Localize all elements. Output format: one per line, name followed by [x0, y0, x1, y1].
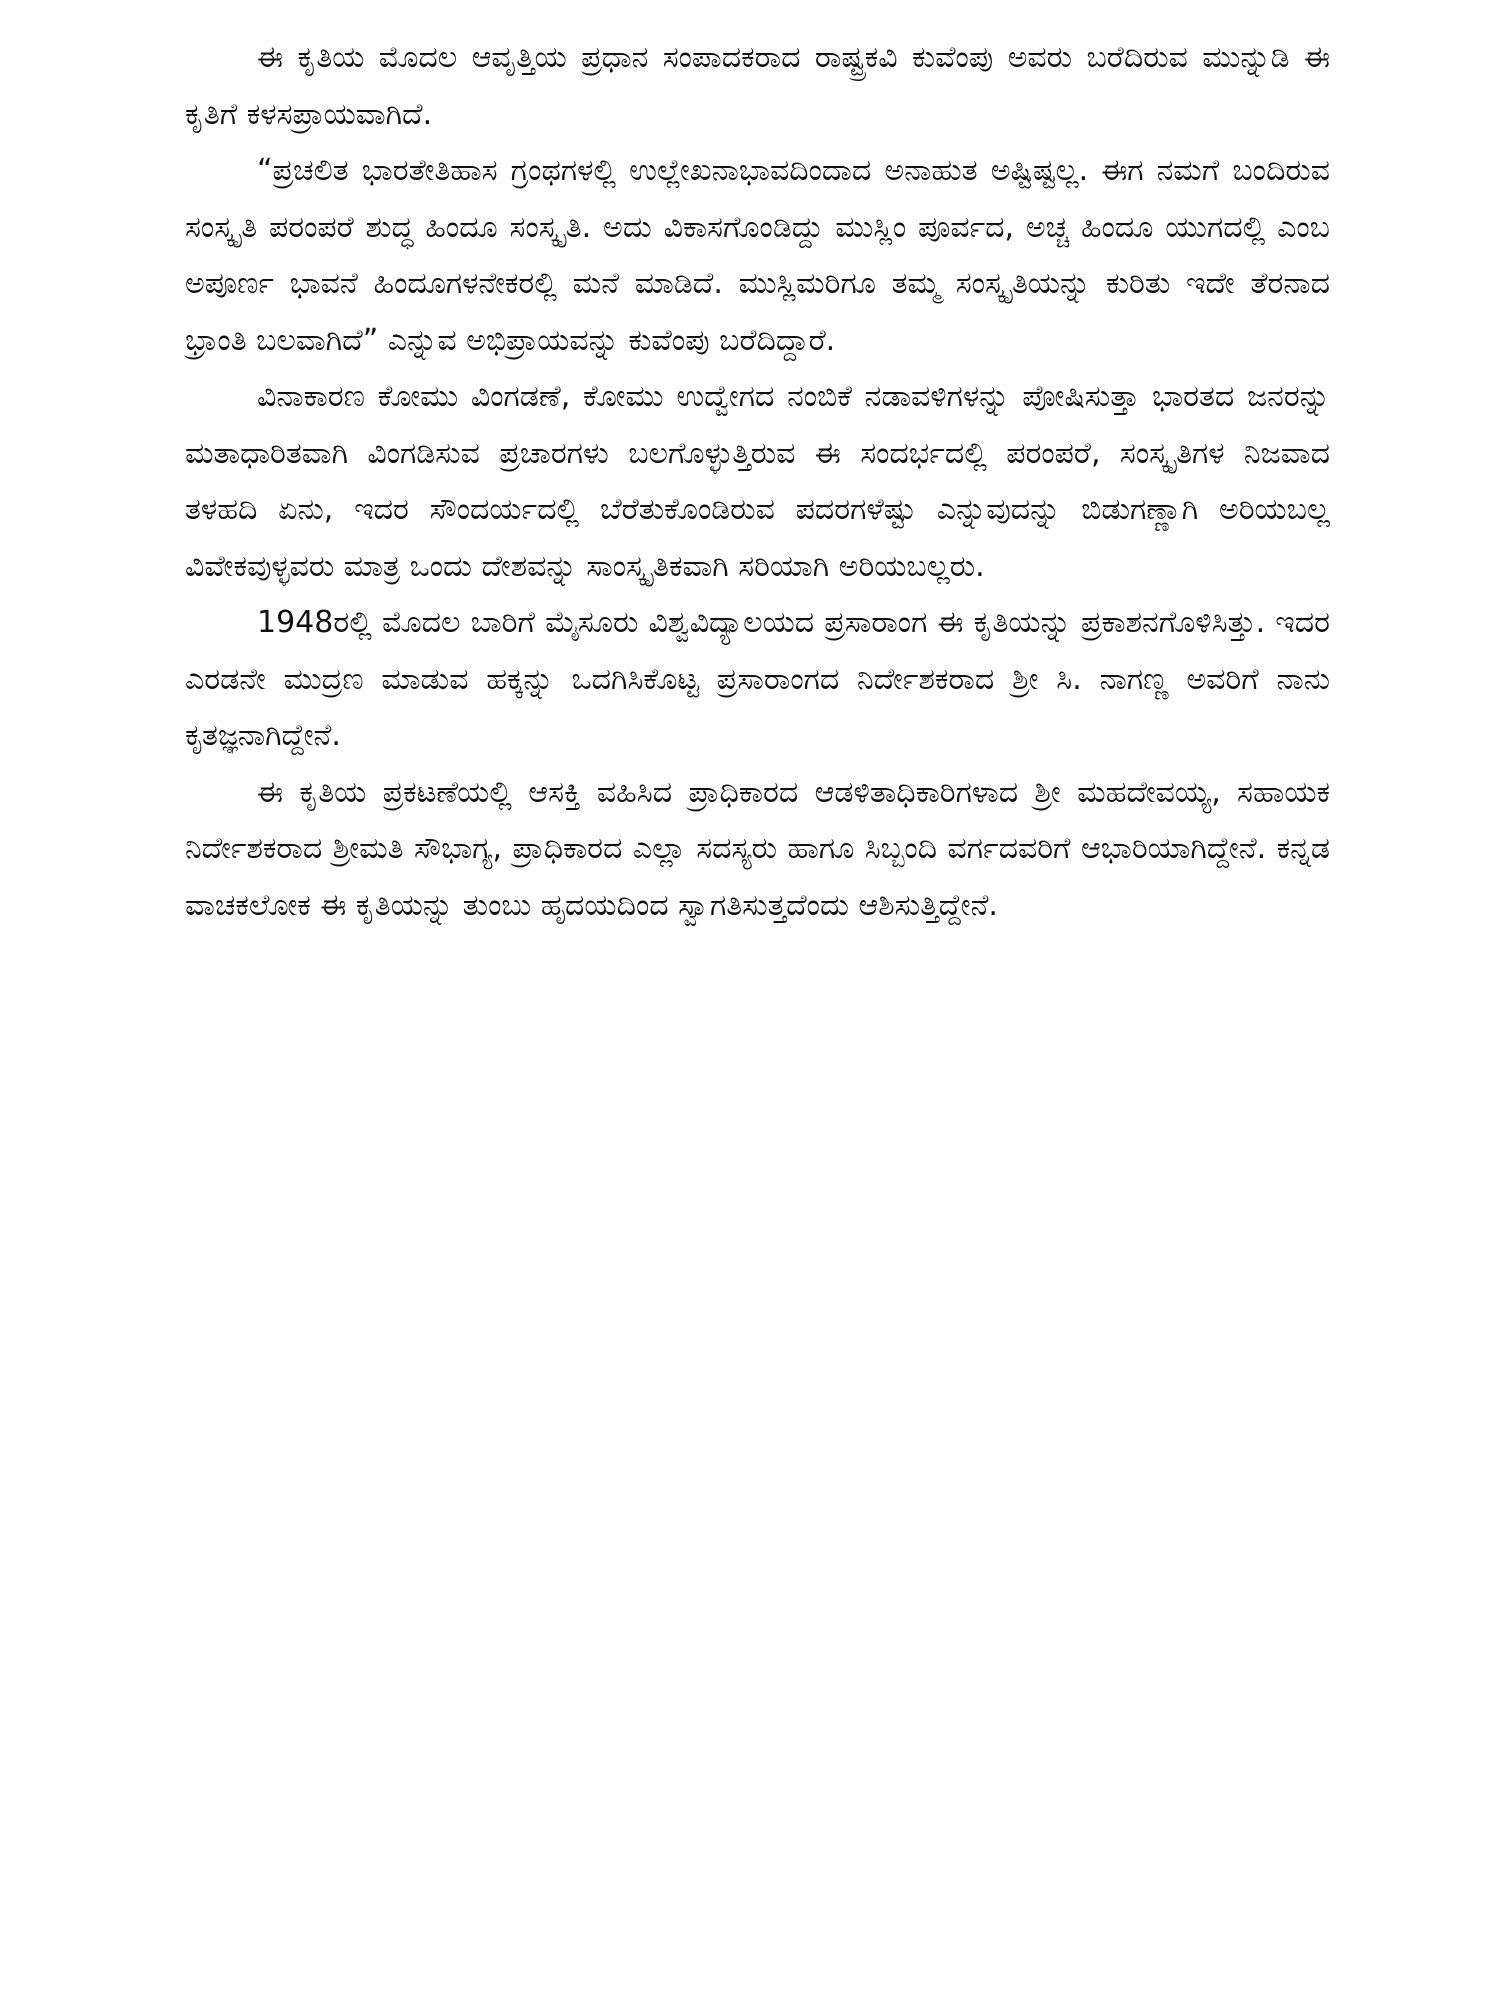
paragraph-publication-history: 1948ರಲ್ಲಿ ಮೊದಲ ಬಾರಿಗೆ ಮೈಸೂರು ವಿಶ್ವವಿದ್ಯಾಲಯದ ಪ್ರಸಾರಾಂಗ ಈ ಕೃತಿಯನ್ನು ಪ್ರಕಾಶನಗೊಳಿಸಿತ್ತು. ಇದರ ಎರಡನೇ ಮುದ್ರಣ ಮಾಡುವ ಹಕ್ಕನ್ನು ಒದಗಿಸಿಕೊಟ್ಟ ಪ್ರಸಾರಾಂಗದ ನಿರ್ದೇಶಕರಾದ ಶ್ರೀ ಸಿ. ನಾಗಣ್ಣ ಅವರಿಗೆ ನಾನು ಕೃತಜ್ಞನಾಗಿದ್ದೇನೆ. [185, 605, 1330, 753]
paragraph-kuvempu-quote: “ಪ್ರಚಲಿತ ಭಾರತೇತಿಹಾಸ ಗ್ರಂಥಗಳಲ್ಲಿ ಉಲ್ಲೇಖನಾಭಾವದಿಂದಾದ ಅನಾಹುತ ಅಷ್ಟಿಷ್ಟಲ್ಲ. ಈಗ ನಮಗೆ ಬಂದಿರುವ ಸಂಸ್ಕೃತಿ ಪರಂಪರೆ ಶುದ್ಧ ಹಿಂದೂ ಸಂಸ್ಕೃತಿ. ಅದು ವಿಕಾಸಗೊಂಡಿದ್ದು ಮುಸ್ಲಿಂ ಪೂರ್ವದ, ಅಚ್ಚ ಹಿಂದೂ ಯುಗದಲ್ಲಿ ಎಂಬ ಅಪೂರ್ಣ ಭಾವನೆ ಹಿಂದೂಗಳನೇಕರಲ್ಲಿ ಮನೆ ಮಾಡಿದೆ. ಮುಸ್ಲಿಮರಿಗೂ ತಮ್ಮ ಸಂಸ್ಕೃತಿಯನ್ನು ಕುರಿತು ಇದೇ ತೆರನಾದ ಭ್ರಾಂತಿ ಬಲವಾಗಿದೆ” ಎನ್ನುವ ಅಭಿಪ್ರಾಯವನ್ನು ಕುವೆಂಪು ಬರೆದಿದ್ದಾರೆ. [185, 153, 1330, 358]
paragraph-kuvempu-foreword: ಈ ಕೃತಿಯ ಮೊದಲ ಆವೃತ್ತಿಯ ಪ್ರಧಾನ ಸಂಪಾದಕರಾದ ರಾಷ್ಟ್ರಕವಿ ಕುವೆಂಪು ಅವರು ಬರೆದಿರುವ ಮುನ್ನುಡಿ ಈ ಕೃತಿಗೆ ಕಳಸಪ್ರಾಯವಾಗಿದೆ. [185, 40, 1330, 132]
paragraph-acknowledgements: ಈ ಕೃತಿಯ ಪ್ರಕಟಣೆಯಲ್ಲಿ ಆಸಕ್ತಿ ವಹಿಸಿದ ಪ್ರಾಧಿಕಾರದ ಆಡಳಿತಾಧಿಕಾರಿಗಳಾದ ಶ್ರೀ ಮಹದೇವಯ್ಯ, ಸಹಾಯಕ ನಿರ್ದೇಶಕರಾದ ಶ್ರೀಮತಿ ಸೌಭಾಗ್ಯ, ಪ್ರಾಧಿಕಾರದ ಎಲ್ಲಾ ಸದಸ್ಯರು ಹಾಗೂ ಸಿಬ್ಬಂದಿ ವರ್ಗದವರಿಗೆ ಆಭಾರಿಯಾಗಿದ್ದೇನೆ. ಕನ್ನಡ ವಾಚಕಲೋಕ ಈ ಕೃತಿಯನ್ನು ತುಂಬು ಹೃದಯದಿಂದ ಸ್ವಾಗತಿಸುತ್ತದೆಂದು ಆಶಿಸುತ್ತಿದ್ದೇನೆ. [185, 774, 1330, 923]
paragraph-cultural-understanding: ವಿನಾಕಾರಣ ಕೋಮು ವಿಂಗಡಣೆ, ಕೋಮು ಉದ್ವೇಗದ ನಂಬಿಕೆ ನಡಾವಳಿಗಳನ್ನು ಪೋಷಿಸುತ್ತಾ ಭಾರತದ ಜನರನ್ನು ಮತಾಧಾರಿತವಾಗಿ ವಿಂಗಡಿಸುವ ಪ್ರಚಾರಗಳು ಬಲಗೊಳ್ಳುತ್ತಿರುವ ಈ ಸಂದರ್ಭದಲ್ಲಿ ಪರಂಪರೆ, ಸಂಸ್ಕೃತಿಗಳ ನಿಜವಾದ ತಳಹದಿ ಏನು, ಇದರ ಸೌಂದರ್ಯದಲ್ಲಿ ಬೆರೆತುಕೊಂಡಿರುವ ಪದರಗಳೆಷ್ಟು ಎನ್ನುವುದನ್ನು ಬಿಡುಗಣ್ಣಾಗಿ ಅರಿಯಬಲ್ಲ ವಿವೇಕವುಳ್ಳವರು ಮಾತ್ರ ಒಂದು ದೇಶವನ್ನು ಸಾಂಸ್ಕೃತಿಕವಾಗಿ ಸರಿಯಾಗಿ ಅರಿಯಬಲ್ಲರು. [185, 379, 1330, 584]
document-body [185, 30, 1330, 934]
